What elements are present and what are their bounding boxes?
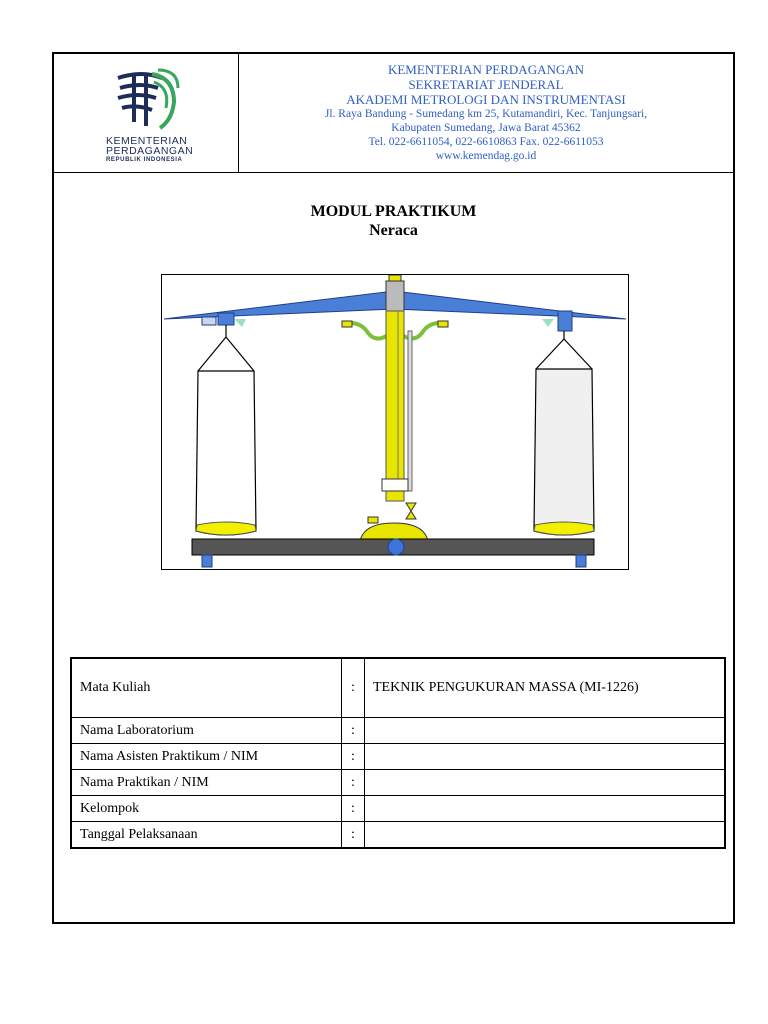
module-title: MODUL PRAKTIKUM (310, 203, 477, 220)
page-frame (52, 52, 735, 924)
table-row (71, 658, 725, 718)
ministry-name: KEMENTERIAN PERDAGANGAN (387, 62, 585, 77)
organization-block (240, 62, 732, 163)
address-line-2: Kabupaten Sumedang, Jawa Barat 45362 (391, 122, 581, 134)
table-row (71, 744, 725, 770)
row-label: Mata Kuliah (71, 658, 342, 718)
letterhead (54, 54, 733, 173)
phone-line: Tel. 022-6611054, 022-6610863 Fax. 022-6611053 (368, 136, 604, 148)
row-label: Nama Laboratorium (71, 718, 342, 744)
row-label: Tanggal Pelaksanaan (71, 822, 342, 849)
secretariat-name: SEKRETARIAT JENDERAL (408, 77, 564, 92)
table-row (71, 822, 725, 849)
module-title-block (54, 202, 733, 240)
table-row (71, 796, 725, 822)
row-separator: : (342, 770, 365, 796)
row-separator: : (342, 718, 365, 744)
assistant-field[interactable] (365, 744, 726, 770)
balance-illustration-icon (162, 275, 628, 569)
course-value[interactable]: TEKNIK PENGUKURAN MASSA (MI-1226) (365, 658, 726, 718)
row-separator: : (342, 822, 365, 849)
row-label: Kelompok (71, 796, 342, 822)
address-line-1: Jl. Raya Bandung - Sumedang km 25, Kutamandiri, Kec. Tanjungsari, (324, 108, 648, 120)
table-row (71, 718, 725, 744)
row-separator: : (342, 744, 365, 770)
logo-cell (54, 54, 239, 172)
logo-line-3: REPUBLIK INDONESIA (106, 157, 183, 163)
row-label: Nama Praktikan / NIM (71, 770, 342, 796)
balance-figure (161, 274, 629, 570)
module-subtitle: Neraca (369, 222, 418, 239)
laboratory-field[interactable] (365, 718, 726, 744)
group-field[interactable] (365, 796, 726, 822)
student-field[interactable] (365, 770, 726, 796)
table-row (71, 770, 725, 796)
row-separator: : (342, 658, 365, 718)
logo-line-2: PERDAGANGAN (106, 145, 194, 157)
row-label: Nama Asisten Praktikum / NIM (71, 744, 342, 770)
date-field[interactable] (365, 822, 726, 849)
academy-name: AKADEMI METROLOGI DAN INSTRUMENTASI (346, 92, 626, 107)
website-link[interactable]: www.kemendag.go.id (435, 150, 537, 162)
logo-wordmark (106, 136, 236, 165)
ministry-logo-icon (112, 68, 182, 134)
info-table (70, 657, 726, 849)
row-separator: : (342, 796, 365, 822)
logo-line-1: KEMENTERIAN (106, 135, 188, 147)
